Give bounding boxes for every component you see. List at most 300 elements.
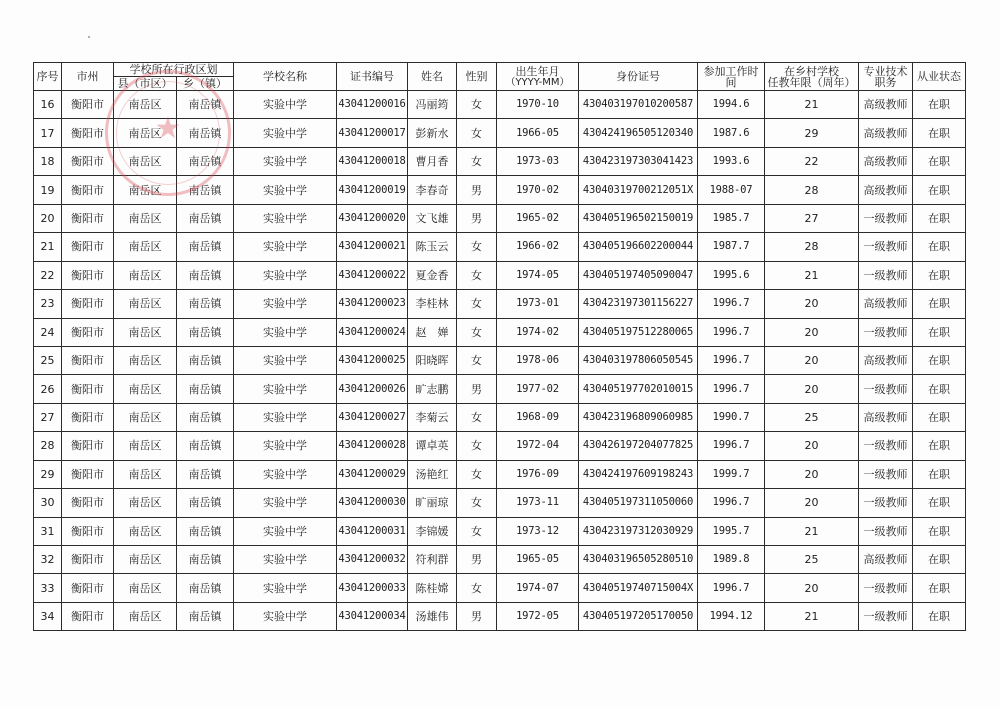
cell-gender: 女 xyxy=(457,432,497,460)
table-row xyxy=(34,318,966,346)
cell-town: 南岳镇 xyxy=(177,403,234,431)
cell-name: 冯丽筠 xyxy=(408,91,457,119)
cell-years: 20 xyxy=(765,375,859,403)
header-work-line1: 参加工作时 xyxy=(703,64,759,78)
cell-id: 430403197010200587 xyxy=(579,91,698,119)
cell-school: 实验中学 xyxy=(234,489,337,517)
table-body xyxy=(34,91,966,631)
cell-seq: 29 xyxy=(34,460,62,488)
cell-title: 高级教师 xyxy=(859,91,913,119)
cell-years: 20 xyxy=(765,489,859,517)
cell-years: 20 xyxy=(765,290,859,318)
header-birth-line1: 出生年月 xyxy=(515,64,560,78)
cell-seq: 17 xyxy=(34,119,62,147)
cell-gender: 女 xyxy=(457,119,497,147)
cell-seq: 23 xyxy=(34,290,62,318)
cell-name: 彭新水 xyxy=(408,119,457,147)
header-school: 学校名称 xyxy=(234,63,337,91)
cell-birth: 1973-01 xyxy=(497,290,579,318)
cell-school: 实验中学 xyxy=(234,261,337,289)
cell-city: 衡阳市 xyxy=(62,489,114,517)
cell-cert: 43041200023 xyxy=(337,290,408,318)
cell-years: 27 xyxy=(765,204,859,232)
cell-city: 衡阳市 xyxy=(62,204,114,232)
cell-work: 1989.8 xyxy=(698,546,765,574)
cell-title: 一级教师 xyxy=(859,318,913,346)
cell-birth: 1974-05 xyxy=(497,261,579,289)
cell-id: 430426197204077825 xyxy=(579,432,698,460)
cell-name: 夏金香 xyxy=(408,261,457,289)
cell-years: 21 xyxy=(765,91,859,119)
table-row xyxy=(34,119,966,147)
cell-town: 南岳镇 xyxy=(177,290,234,318)
cell-status: 在职 xyxy=(913,602,966,630)
cell-gender: 女 xyxy=(457,574,497,602)
cell-school: 实验中学 xyxy=(234,119,337,147)
cell-county: 南岳区 xyxy=(114,489,177,517)
cell-title: 高级教师 xyxy=(859,403,913,431)
cell-years: 25 xyxy=(765,403,859,431)
table-row xyxy=(34,176,966,204)
cell-gender: 女 xyxy=(457,147,497,175)
cell-status: 在职 xyxy=(913,204,966,232)
cell-city: 衡阳市 xyxy=(62,403,114,431)
cell-id: 430405197205170050 xyxy=(579,602,698,630)
cell-status: 在职 xyxy=(913,233,966,261)
seal-star-icon: ★ xyxy=(154,111,182,146)
cell-city: 衡阳市 xyxy=(62,602,114,630)
header-title-line2: 职务 xyxy=(874,75,897,89)
cell-gender: 男 xyxy=(457,204,497,232)
header-status: 从业状态 xyxy=(913,63,966,91)
cell-seq: 27 xyxy=(34,403,62,431)
header-years-line2: 任教年限（周年） xyxy=(767,75,856,89)
cell-county: 南岳区 xyxy=(114,233,177,261)
cell-town: 南岳镇 xyxy=(177,602,234,630)
table-row xyxy=(34,375,966,403)
table-row xyxy=(34,574,966,602)
cell-town: 南岳镇 xyxy=(177,147,234,175)
cell-city: 衡阳市 xyxy=(62,147,114,175)
cell-seq: 20 xyxy=(34,204,62,232)
cell-city: 衡阳市 xyxy=(62,290,114,318)
table-row xyxy=(34,290,966,318)
cell-cert: 43041200020 xyxy=(337,204,408,232)
cell-name: 李锦媛 xyxy=(408,517,457,545)
cell-name: 曹月香 xyxy=(408,147,457,175)
cell-gender: 女 xyxy=(457,403,497,431)
cell-town: 南岳镇 xyxy=(177,261,234,289)
cell-work: 1993.6 xyxy=(698,147,765,175)
table-row xyxy=(34,432,966,460)
cell-city: 衡阳市 xyxy=(62,176,114,204)
cell-seq: 19 xyxy=(34,176,62,204)
cell-county: 南岳区 xyxy=(114,403,177,431)
cell-status: 在职 xyxy=(913,403,966,431)
cell-gender: 女 xyxy=(457,233,497,261)
cell-work: 1996.7 xyxy=(698,432,765,460)
cell-status: 在职 xyxy=(913,346,966,374)
cell-title: 一级教师 xyxy=(859,602,913,630)
teacher-roster-table xyxy=(33,62,966,631)
table-row xyxy=(34,346,966,374)
cell-cert: 43041200016 xyxy=(337,91,408,119)
cell-county: 南岳区 xyxy=(114,460,177,488)
cell-birth: 1970-02 xyxy=(497,176,579,204)
cell-title: 一级教师 xyxy=(859,489,913,517)
cell-name: 陈玉云 xyxy=(408,233,457,261)
cell-birth: 1973-11 xyxy=(497,489,579,517)
header-township: 乡（镇） xyxy=(177,77,234,91)
cell-name: 李桂林 xyxy=(408,290,457,318)
cell-title: 一级教师 xyxy=(859,517,913,545)
cell-gender: 女 xyxy=(457,290,497,318)
cell-birth: 1965-02 xyxy=(497,204,579,232)
cell-town: 南岳镇 xyxy=(177,546,234,574)
cell-county: 南岳区 xyxy=(114,517,177,545)
cell-id: 430423196809060985 xyxy=(579,403,698,431)
cell-years: 21 xyxy=(765,261,859,289)
cell-city: 衡阳市 xyxy=(62,346,114,374)
cell-years: 21 xyxy=(765,602,859,630)
cell-gender: 女 xyxy=(457,261,497,289)
cell-status: 在职 xyxy=(913,489,966,517)
cell-school: 实验中学 xyxy=(234,403,337,431)
cell-birth: 1966-02 xyxy=(497,233,579,261)
cell-gender: 女 xyxy=(457,318,497,346)
cell-city: 衡阳市 xyxy=(62,460,114,488)
header-admin-group: 学校所在行政区划 xyxy=(114,63,234,77)
cell-birth: 1974-02 xyxy=(497,318,579,346)
cell-id: 430405197405090047 xyxy=(579,261,698,289)
cell-cert: 43041200033 xyxy=(337,574,408,602)
cell-id: 430405196502150019 xyxy=(579,204,698,232)
cell-county: 南岳区 xyxy=(114,290,177,318)
cell-school: 实验中学 xyxy=(234,147,337,175)
header-county: 县（市区） xyxy=(114,77,177,91)
cell-title: 一级教师 xyxy=(859,375,913,403)
cell-school: 实验中学 xyxy=(234,346,337,374)
cell-status: 在职 xyxy=(913,574,966,602)
cell-id: 430405196602200044 xyxy=(579,233,698,261)
cell-id: 430423197312030929 xyxy=(579,517,698,545)
cell-gender: 男 xyxy=(457,602,497,630)
cell-years: 28 xyxy=(765,176,859,204)
cell-county: 南岳区 xyxy=(114,346,177,374)
header-birth xyxy=(497,63,579,91)
cell-seq: 24 xyxy=(34,318,62,346)
cell-county: 南岳区 xyxy=(114,546,177,574)
cell-work: 1999.7 xyxy=(698,460,765,488)
cell-name: 谭卓英 xyxy=(408,432,457,460)
cell-work: 1995.6 xyxy=(698,261,765,289)
cell-town: 南岳镇 xyxy=(177,346,234,374)
cell-school: 实验中学 xyxy=(234,460,337,488)
cell-years: 22 xyxy=(765,147,859,175)
cell-title: 一级教师 xyxy=(859,261,913,289)
cell-cert: 43041200017 xyxy=(337,119,408,147)
cell-title: 一级教师 xyxy=(859,204,913,232)
cell-name: 文飞雄 xyxy=(408,204,457,232)
header-work-line2: 间 xyxy=(725,75,737,89)
cell-id: 430424196505120340 xyxy=(579,119,698,147)
cell-cert: 43041200022 xyxy=(337,261,408,289)
cell-birth: 1968-09 xyxy=(497,403,579,431)
cell-work: 1987.6 xyxy=(698,119,765,147)
cell-county: 南岳区 xyxy=(114,176,177,204)
cell-seq: 21 xyxy=(34,233,62,261)
header-work xyxy=(698,63,765,91)
cell-title: 高级教师 xyxy=(859,176,913,204)
header-id-no: 身份证号 xyxy=(579,63,698,91)
cell-seq: 28 xyxy=(34,432,62,460)
cell-cert: 43041200019 xyxy=(337,176,408,204)
header-seq: 序号 xyxy=(34,63,62,91)
table-row xyxy=(34,261,966,289)
table-row xyxy=(34,403,966,431)
cell-county: 南岳区 xyxy=(114,432,177,460)
cell-years: 20 xyxy=(765,318,859,346)
cell-years: 20 xyxy=(765,432,859,460)
cell-seq: 33 xyxy=(34,574,62,602)
cell-city: 衡阳市 xyxy=(62,318,114,346)
table-row xyxy=(34,602,966,630)
cell-id: 43040319700212051X xyxy=(579,176,698,204)
cell-birth: 1973-03 xyxy=(497,147,579,175)
cell-work: 1994.12 xyxy=(698,602,765,630)
cell-city: 衡阳市 xyxy=(62,432,114,460)
cell-city: 衡阳市 xyxy=(62,233,114,261)
cell-gender: 男 xyxy=(457,375,497,403)
cell-status: 在职 xyxy=(913,318,966,346)
header-title-line1: 专业技术 xyxy=(863,64,908,78)
cell-work: 1987.7 xyxy=(698,233,765,261)
cell-title: 高级教师 xyxy=(859,147,913,175)
cell-cert: 43041200024 xyxy=(337,318,408,346)
table-row xyxy=(34,204,966,232)
cell-name: 汤雄伟 xyxy=(408,602,457,630)
cell-work: 1996.7 xyxy=(698,318,765,346)
cell-town: 南岳镇 xyxy=(177,517,234,545)
cell-town: 南岳镇 xyxy=(177,233,234,261)
cell-county: 南岳区 xyxy=(114,204,177,232)
cell-school: 实验中学 xyxy=(234,290,337,318)
cell-status: 在职 xyxy=(913,261,966,289)
cell-name: 汤艳红 xyxy=(408,460,457,488)
cell-cert: 43041200032 xyxy=(337,546,408,574)
cell-town: 南岳镇 xyxy=(177,460,234,488)
table-row xyxy=(34,517,966,545)
cell-cert: 43041200034 xyxy=(337,602,408,630)
cell-town: 南岳镇 xyxy=(177,176,234,204)
cell-gender: 女 xyxy=(457,489,497,517)
cell-cert: 43041200021 xyxy=(337,233,408,261)
table-row xyxy=(34,489,966,517)
cell-title: 一级教师 xyxy=(859,574,913,602)
cell-id: 430423197301156227 xyxy=(579,290,698,318)
cell-work: 1996.7 xyxy=(698,489,765,517)
cell-gender: 女 xyxy=(457,91,497,119)
cell-seq: 18 xyxy=(34,147,62,175)
scan-speck xyxy=(88,36,90,38)
table-row xyxy=(34,233,966,261)
cell-gender: 女 xyxy=(457,517,497,545)
cell-school: 实验中学 xyxy=(234,91,337,119)
cell-city: 衡阳市 xyxy=(62,517,114,545)
cell-seq: 25 xyxy=(34,346,62,374)
cell-seq: 34 xyxy=(34,602,62,630)
cell-birth: 1965-05 xyxy=(497,546,579,574)
cell-status: 在职 xyxy=(913,546,966,574)
cell-status: 在职 xyxy=(913,119,966,147)
cell-county: 南岳区 xyxy=(114,91,177,119)
table-row xyxy=(34,91,966,119)
header-years-line1: 在乡村学校 xyxy=(784,64,839,78)
cell-cert: 43041200026 xyxy=(337,375,408,403)
table-row xyxy=(34,147,966,175)
cell-name: 赵 婵 xyxy=(408,318,457,346)
cell-work: 1994.6 xyxy=(698,91,765,119)
cell-status: 在职 xyxy=(913,147,966,175)
cell-city: 衡阳市 xyxy=(62,574,114,602)
cell-gender: 女 xyxy=(457,346,497,374)
cell-city: 衡阳市 xyxy=(62,546,114,574)
cell-town: 南岳镇 xyxy=(177,375,234,403)
cell-school: 实验中学 xyxy=(234,233,337,261)
cell-city: 衡阳市 xyxy=(62,375,114,403)
cell-work: 1996.7 xyxy=(698,375,765,403)
cell-gender: 女 xyxy=(457,460,497,488)
cell-county: 南岳区 xyxy=(114,574,177,602)
cell-birth: 1974-07 xyxy=(497,574,579,602)
table-row xyxy=(34,546,966,574)
cell-birth: 1977-02 xyxy=(497,375,579,403)
cell-birth: 1972-05 xyxy=(497,602,579,630)
cell-town: 南岳镇 xyxy=(177,574,234,602)
cell-status: 在职 xyxy=(913,432,966,460)
cell-status: 在职 xyxy=(913,290,966,318)
cell-work: 1995.7 xyxy=(698,517,765,545)
cell-county: 南岳区 xyxy=(114,119,177,147)
cell-county: 南岳区 xyxy=(114,147,177,175)
cell-id: 430424197609198243 xyxy=(579,460,698,488)
cell-years: 28 xyxy=(765,233,859,261)
cell-status: 在职 xyxy=(913,375,966,403)
cell-name: 李春奇 xyxy=(408,176,457,204)
cell-name: 旷丽琼 xyxy=(408,489,457,517)
cell-county: 南岳区 xyxy=(114,318,177,346)
cell-town: 南岳镇 xyxy=(177,489,234,517)
cell-id: 430423197303041423 xyxy=(579,147,698,175)
cell-birth: 1973-12 xyxy=(497,517,579,545)
cell-school: 实验中学 xyxy=(234,204,337,232)
cell-school: 实验中学 xyxy=(234,375,337,403)
cell-gender: 男 xyxy=(457,176,497,204)
cell-id: 430403196505280510 xyxy=(579,546,698,574)
cell-birth: 1970-10 xyxy=(497,91,579,119)
cell-seq: 16 xyxy=(34,91,62,119)
header-city: 市州 xyxy=(62,63,114,91)
cell-school: 实验中学 xyxy=(234,546,337,574)
cell-cert: 43041200028 xyxy=(337,432,408,460)
cell-work: 1996.7 xyxy=(698,574,765,602)
cell-birth: 1976-09 xyxy=(497,460,579,488)
cell-city: 衡阳市 xyxy=(62,91,114,119)
cell-name: 阳晓晖 xyxy=(408,346,457,374)
cell-id: 430403197806050545 xyxy=(579,346,698,374)
cell-title: 一级教师 xyxy=(859,233,913,261)
cell-seq: 26 xyxy=(34,375,62,403)
cell-id: 430405197311050060 xyxy=(579,489,698,517)
cell-city: 衡阳市 xyxy=(62,119,114,147)
cell-work: 1996.7 xyxy=(698,346,765,374)
cell-cert: 43041200030 xyxy=(337,489,408,517)
cell-years: 25 xyxy=(765,546,859,574)
cell-work: 1990.7 xyxy=(698,403,765,431)
cell-town: 南岳镇 xyxy=(177,204,234,232)
cell-cert: 43041200018 xyxy=(337,147,408,175)
cell-title: 一级教师 xyxy=(859,432,913,460)
header-years xyxy=(765,63,859,91)
header-gender: 性别 xyxy=(457,63,497,91)
header-name: 姓名 xyxy=(408,63,457,91)
cell-school: 实验中学 xyxy=(234,574,337,602)
cell-status: 在职 xyxy=(913,176,966,204)
header-cert: 证书编号 xyxy=(337,63,408,91)
cell-id: 430405197702010015 xyxy=(579,375,698,403)
cell-town: 南岳镇 xyxy=(177,91,234,119)
cell-town: 南岳镇 xyxy=(177,318,234,346)
cell-town: 南岳镇 xyxy=(177,432,234,460)
cell-id: 43040519740715004X xyxy=(579,574,698,602)
cell-cert: 43041200025 xyxy=(337,346,408,374)
cell-title: 一级教师 xyxy=(859,460,913,488)
cell-school: 实验中学 xyxy=(234,176,337,204)
cell-city: 衡阳市 xyxy=(62,261,114,289)
cell-cert: 43041200027 xyxy=(337,403,408,431)
cell-years: 20 xyxy=(765,460,859,488)
cell-years: 21 xyxy=(765,517,859,545)
cell-title: 高级教师 xyxy=(859,346,913,374)
cell-county: 南岳区 xyxy=(114,602,177,630)
cell-work: 1985.7 xyxy=(698,204,765,232)
cell-seq: 22 xyxy=(34,261,62,289)
cell-years: 20 xyxy=(765,346,859,374)
cell-years: 29 xyxy=(765,119,859,147)
cell-school: 实验中学 xyxy=(234,517,337,545)
cell-school: 实验中学 xyxy=(234,318,337,346)
cell-status: 在职 xyxy=(913,460,966,488)
cell-name: 陈桂嫦 xyxy=(408,574,457,602)
header-title xyxy=(859,63,913,91)
cell-cert: 43041200029 xyxy=(337,460,408,488)
cell-birth: 1972-04 xyxy=(497,432,579,460)
cell-birth: 1978-06 xyxy=(497,346,579,374)
cell-gender: 男 xyxy=(457,546,497,574)
cell-years: 20 xyxy=(765,574,859,602)
cell-status: 在职 xyxy=(913,517,966,545)
cell-name: 符利群 xyxy=(408,546,457,574)
header-birth-line2: （YYYY-MM） xyxy=(505,76,570,88)
cell-seq: 30 xyxy=(34,489,62,517)
cell-name: 旷志鹏 xyxy=(408,375,457,403)
cell-name: 李菊云 xyxy=(408,403,457,431)
cell-county: 南岳区 xyxy=(114,375,177,403)
cell-status: 在职 xyxy=(913,91,966,119)
cell-seq: 32 xyxy=(34,546,62,574)
cell-id: 430405197512280065 xyxy=(579,318,698,346)
cell-birth: 1966-05 xyxy=(497,119,579,147)
